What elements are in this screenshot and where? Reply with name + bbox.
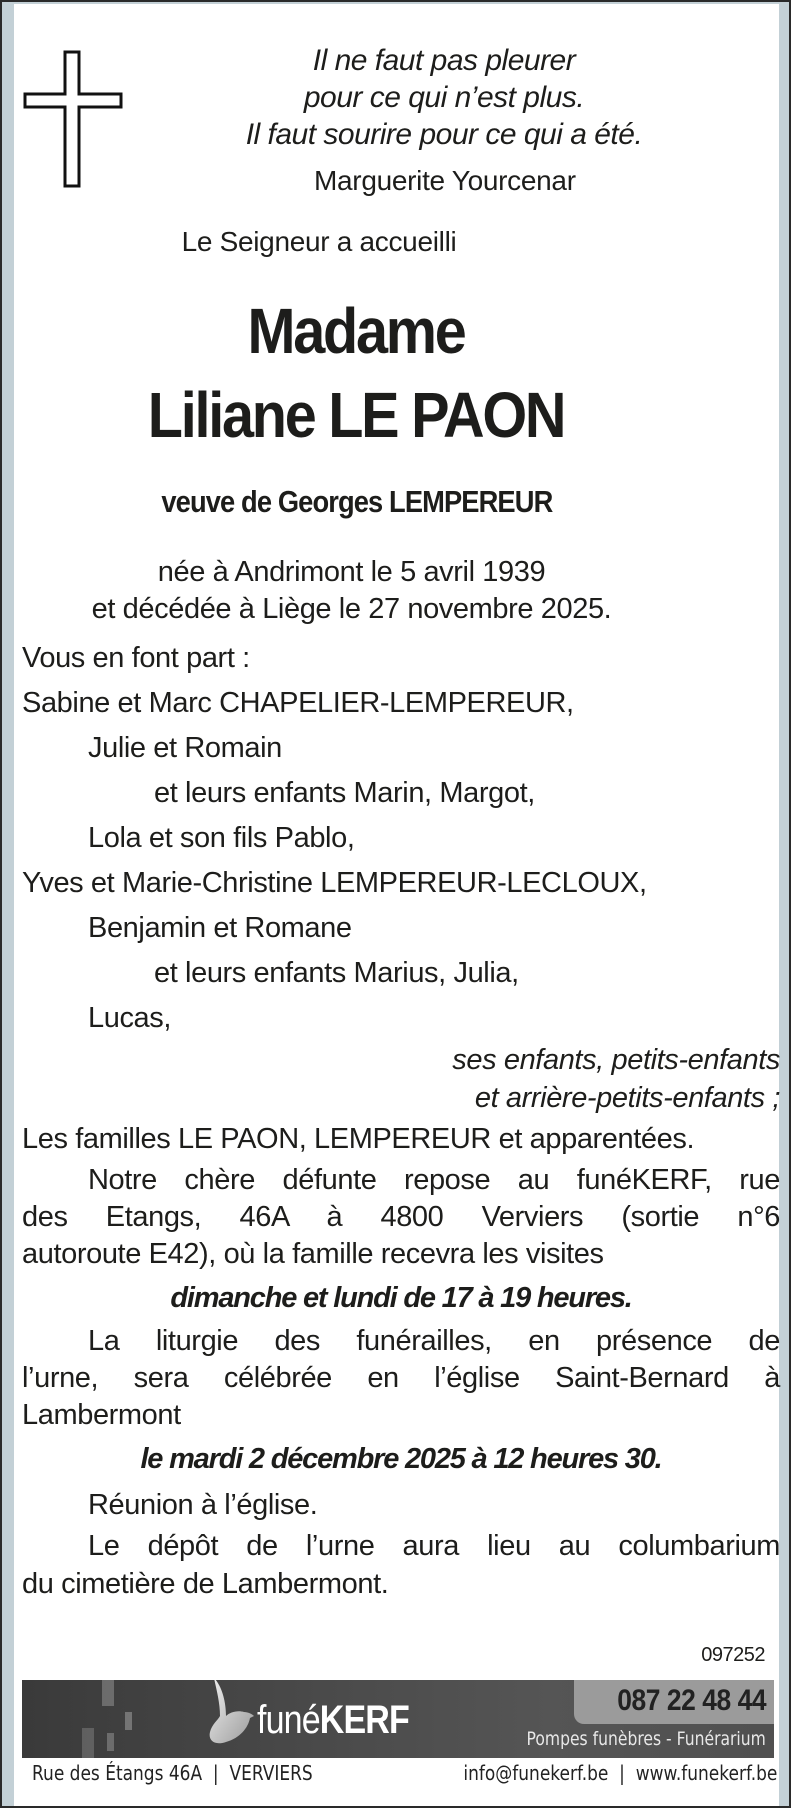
brand-logo	[257, 1698, 409, 1743]
relation-line: et arrière-petits-enfants ;	[474, 1082, 780, 1114]
quote-line: Il faut sourire pour ce qui a été.	[245, 118, 643, 151]
dove-icon	[200, 1680, 260, 1756]
brand-light: funé	[257, 1698, 320, 1742]
birth-line: née à Andrimont le 5 avril 1939	[157, 556, 546, 588]
phone-number[interactable]: 087 22 48 44	[617, 1684, 766, 1717]
deceased-title: Madame	[247, 295, 465, 367]
decor-square	[82, 1728, 94, 1758]
family-line: Sabine et Marc CHAPELIER-LEMPEREUR,	[22, 687, 574, 719]
relation-line: ses enfants, petits-enfants	[452, 1044, 780, 1076]
liturgy-line: Lambermont	[22, 1399, 181, 1431]
funeral-home-banner	[22, 1680, 774, 1758]
obituary-body	[22, 636, 780, 1603]
quote-line: Il ne faut pas pleurer	[312, 44, 576, 77]
family-line: Benjamin et Romane	[88, 912, 352, 944]
quote	[194, 42, 694, 153]
liturgy-line: l’urne, sera célébrée en l’église Saint-Bernard à	[22, 1362, 780, 1394]
repose-line: des Etangs, 46A à 4800 Verviers (sortie n°6	[22, 1201, 780, 1233]
phone-box	[574, 1680, 774, 1724]
decor-square	[107, 1733, 114, 1751]
reference-number: 097252	[701, 1644, 765, 1666]
tagline: Pompes funèbres - Funérarium	[526, 1728, 766, 1750]
decor-square	[125, 1712, 132, 1730]
family-heading: Vous en font part :	[22, 642, 250, 674]
ceremony-datetime: le mardi 2 décembre 2025 à 12 heures 30.	[140, 1443, 662, 1475]
families-line: Les familles LE PAON, LEMPEREUR et apparentées.	[22, 1123, 695, 1155]
intro-text: Le Seigneur a accueilli	[181, 226, 457, 257]
address: Rue des Étangs 46A | VERVIERS	[32, 1761, 313, 1785]
family-line: Yves et Marie-Christine LEMPEREUR-LECLOUX,	[22, 867, 647, 899]
widow-of: veuve de Georges LEMPEREUR	[161, 484, 553, 519]
family-line: Lola et son fils Pablo,	[88, 822, 355, 854]
brand-bold: KERF	[319, 1698, 409, 1742]
deposit-line: du cimetière de Lambermont.	[22, 1568, 389, 1600]
family-line: et leurs enfants Marius, Julia,	[154, 957, 519, 989]
deceased-name: Liliane LE PAON	[147, 379, 565, 451]
email-website[interactable]: info@funekerf.be | www.funekerf.be	[463, 1761, 777, 1785]
family-line: Julie et Romain	[88, 732, 282, 764]
visit-hours: dimanche et lundi de 17 à 19 heures.	[170, 1282, 632, 1314]
deposit-line: Le dépôt de l’urne aura lieu au columbarium	[88, 1530, 780, 1562]
repose-line: Notre chère défunte repose au funéKERF, rue	[88, 1164, 780, 1196]
decor-square	[102, 1680, 114, 1706]
quote-author: Marguerite Yourcenar	[314, 165, 576, 196]
family-line: et leurs enfants Marin, Margot,	[154, 777, 535, 809]
meeting-line: Réunion à l’église.	[88, 1489, 318, 1521]
quote-line: pour ce qui n’est plus.	[303, 81, 585, 114]
obituary-page	[14, 4, 779, 1806]
death-line: et décédée à Liège le 27 novembre 2025.	[91, 593, 612, 625]
repose-line: autoroute E42), où la famille recevra les visites	[22, 1238, 604, 1270]
family-line: Lucas,	[88, 1002, 172, 1034]
cross-icon	[23, 50, 125, 190]
birth-death-dates	[14, 554, 779, 628]
liturgy-line: La liturgie des funérailles, en présence de	[88, 1325, 780, 1357]
